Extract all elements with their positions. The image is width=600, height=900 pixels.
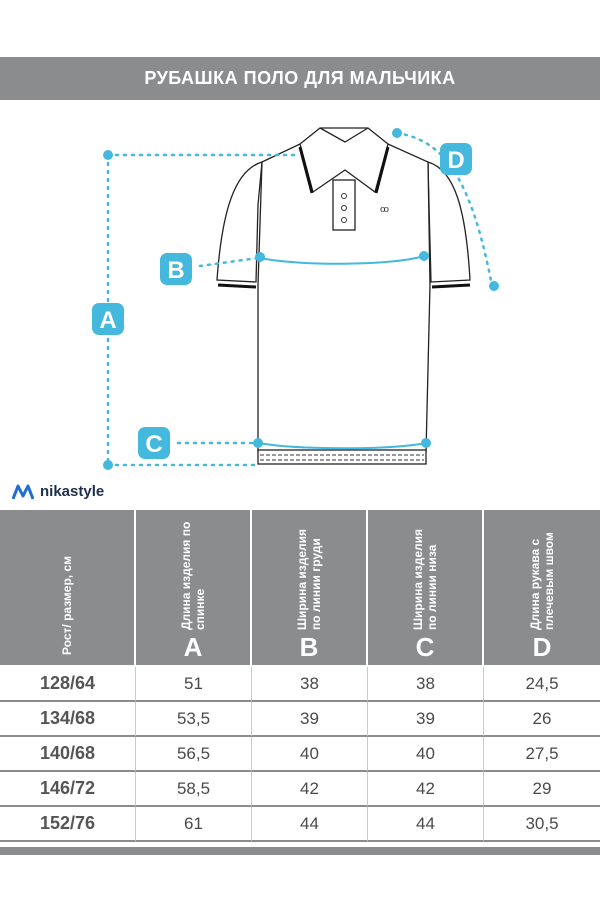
cell-size: 134/68 xyxy=(0,702,136,737)
column-header-letter: C xyxy=(415,632,435,662)
cell-a: 51 xyxy=(136,667,252,702)
cell-size: 140/68 xyxy=(0,737,136,772)
size-table xyxy=(0,510,600,847)
cell-a: 53,5 xyxy=(136,702,252,737)
cell-d: 27,5 xyxy=(484,737,600,772)
label-b: B xyxy=(167,257,185,284)
size-diagram xyxy=(0,100,600,480)
cell-c: 38 xyxy=(368,667,484,702)
column-header-a xyxy=(136,510,252,667)
column-header-label: Длина изделия по спинке xyxy=(179,521,207,630)
cell-d: 29 xyxy=(484,772,600,807)
column-header-d xyxy=(484,510,600,667)
cell-a: 58,5 xyxy=(136,772,252,807)
column-header-letter: D xyxy=(532,632,552,662)
cell-b: 40 xyxy=(252,737,368,772)
cell-d: 30,5 xyxy=(484,807,600,842)
label-c-badge xyxy=(138,427,170,459)
cell-b: 38 xyxy=(252,667,368,702)
cell-c: 40 xyxy=(368,737,484,772)
cell-c: 42 xyxy=(368,772,484,807)
cell-a: 61 xyxy=(136,807,252,842)
label-a-badge xyxy=(92,303,124,335)
table-row xyxy=(0,772,600,807)
column-header-b xyxy=(252,510,368,667)
column-header-label: Длина рукава с плечевым швом xyxy=(528,532,556,630)
cell-size: 152/76 xyxy=(0,807,136,842)
chest-logo-icon: ꝏ xyxy=(380,205,389,215)
label-d: D xyxy=(447,147,465,174)
brand-logo xyxy=(12,483,104,500)
table-header-row xyxy=(0,510,600,667)
footer-bar xyxy=(0,847,600,855)
table-row xyxy=(0,807,600,842)
cell-b: 42 xyxy=(252,772,368,807)
cell-b: 44 xyxy=(252,807,368,842)
table-row xyxy=(0,737,600,772)
page-title-text: РУБАШКА ПОЛО ДЛЯ МАЛЬЧИКА xyxy=(144,68,456,88)
cell-d: 26 xyxy=(484,702,600,737)
column-header-letter: B xyxy=(299,632,319,662)
column-header-letter: A xyxy=(183,632,203,662)
label-d-badge xyxy=(440,143,472,175)
cell-a: 56,5 xyxy=(136,737,252,772)
column-header-label: Ширина изделия по линии низа xyxy=(411,528,439,630)
cell-c: 44 xyxy=(368,807,484,842)
polo-shirt-icon xyxy=(217,128,470,464)
cell-c: 39 xyxy=(368,702,484,737)
cell-b: 39 xyxy=(252,702,368,737)
brand-name: nikastyle xyxy=(40,483,105,500)
column-header-size xyxy=(0,510,136,667)
cell-size: 146/72 xyxy=(0,772,136,807)
label-c: C xyxy=(145,431,163,458)
nikastyle-logo-icon xyxy=(12,484,34,500)
cell-size: 128/64 xyxy=(0,667,136,702)
column-header-label: Рост/ размер, см xyxy=(60,555,74,655)
label-a: A xyxy=(99,307,117,334)
column-header-label: Ширина изделия по линии груди xyxy=(295,528,323,630)
column-header-c xyxy=(368,510,484,667)
page-title xyxy=(0,57,600,100)
table-row xyxy=(0,667,600,702)
cell-d: 24,5 xyxy=(484,667,600,702)
table-row xyxy=(0,702,600,737)
label-b-badge xyxy=(160,253,192,285)
